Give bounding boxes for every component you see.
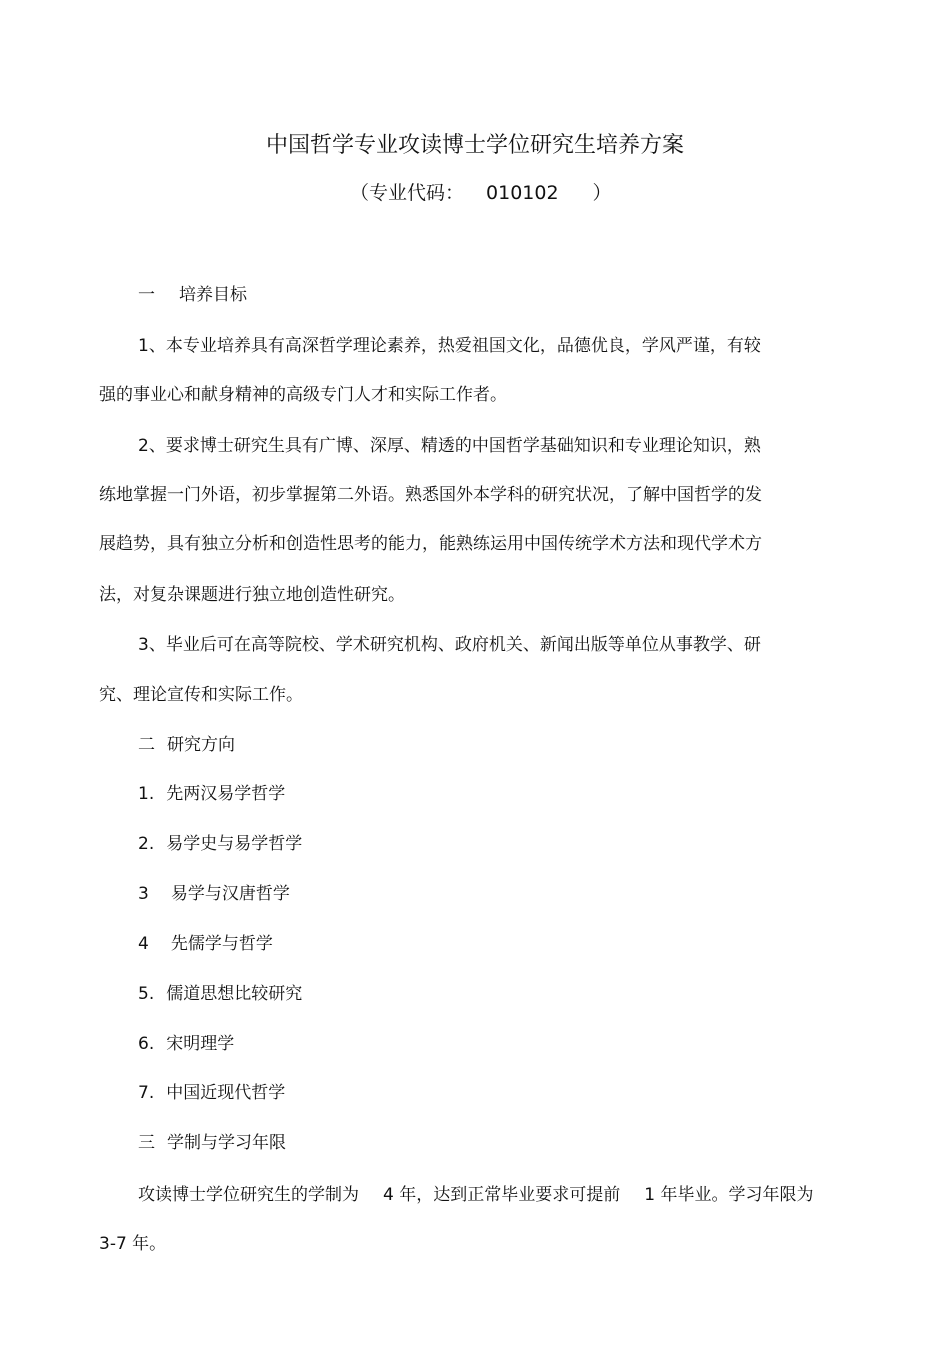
section-title: 培养目标: [179, 285, 247, 305]
direction-item: [138, 979, 302, 1004]
page-title: 中国哲学专业攻读博士学位研究生培养方案: [265, 133, 684, 158]
direction-text: 先儒学与哲学: [170, 934, 273, 954]
direction-text: 中国近现代哲学: [166, 1083, 286, 1103]
section-heading-goals: [138, 280, 247, 305]
direction-number: 1.: [138, 784, 155, 804]
direction-text: 先两汉易学哲学: [166, 784, 286, 804]
direction-number: 6.: [138, 1034, 155, 1054]
goal-2-line-2: 练地掌握一门外语，初步掌握第二外语。熟悉国外本学科的研究状况，了解中国哲学的发: [99, 485, 762, 505]
direction-item: [138, 929, 273, 954]
goal-1-line-1: 1、本专业培养具有高深哲学理论素养，热爱祖国文化，品德优良，学风严谨，有较: [138, 336, 761, 356]
goal-3-line-2: 究、理论宣传和实际工作。: [99, 685, 303, 705]
direction-text: 儒道思想比较研究: [166, 984, 303, 1004]
goal-2-line-1: 2、要求博士研究生具有广博、深厚、精透的中国哲学基础知识和专业理论知识，熟: [138, 436, 761, 456]
major-code-value: 010102: [486, 182, 559, 204]
major-code-prefix: （专业代码：: [350, 182, 465, 204]
direction-item: [138, 779, 285, 804]
duration-text-c: 1 年毕业。学习年限为: [644, 1185, 814, 1205]
duration-line-1: [138, 1180, 813, 1205]
duration-text-a: 攻读博士学位研究生的学制为: [138, 1185, 359, 1205]
direction-item: [138, 879, 290, 904]
direction-item: [138, 1029, 234, 1054]
direction-text: 易学史与易学哲学: [166, 834, 303, 854]
section-number: 二: [138, 735, 155, 755]
direction-number: 4: [138, 934, 149, 954]
duration-line-2: 3-7 年。: [99, 1234, 167, 1254]
section-number: 一: [138, 285, 155, 305]
goal-2-line-3: 展趋势，具有独立分析和创造性思考的能力，能熟练运用中国传统学术方法和现代学术方: [99, 534, 762, 554]
direction-item: [138, 1078, 285, 1103]
section-heading-duration: [138, 1128, 286, 1153]
section-number: 三: [138, 1133, 155, 1153]
goal-1-line-2: 强的事业心和献身精神的高级专门人才和实际工作者。: [99, 385, 507, 405]
section-title: 学制与学习年限: [167, 1133, 286, 1153]
section-heading-directions: [138, 730, 235, 755]
direction-number: 7.: [138, 1083, 155, 1103]
goal-3-line-1: 3、毕业后可在高等院校、学术研究机构、政府机关、新闻出版等单位从事教学、研: [138, 635, 761, 655]
direction-text: 宋明理学: [166, 1034, 235, 1054]
direction-number: 3: [138, 884, 149, 904]
goal-2-line-4: 法，对复杂课题进行独立地创造性研究。: [99, 585, 405, 605]
direction-number: 5.: [138, 984, 155, 1004]
direction-item: [138, 829, 302, 854]
major-code-line: [350, 178, 612, 205]
major-code-suffix: ）: [592, 182, 612, 204]
duration-text-b: 4 年，达到正常毕业要求可提前: [383, 1185, 621, 1205]
section-title: 研究方向: [167, 735, 235, 755]
direction-number: 2.: [138, 834, 155, 854]
direction-text: 易学与汉唐哲学: [170, 884, 290, 904]
